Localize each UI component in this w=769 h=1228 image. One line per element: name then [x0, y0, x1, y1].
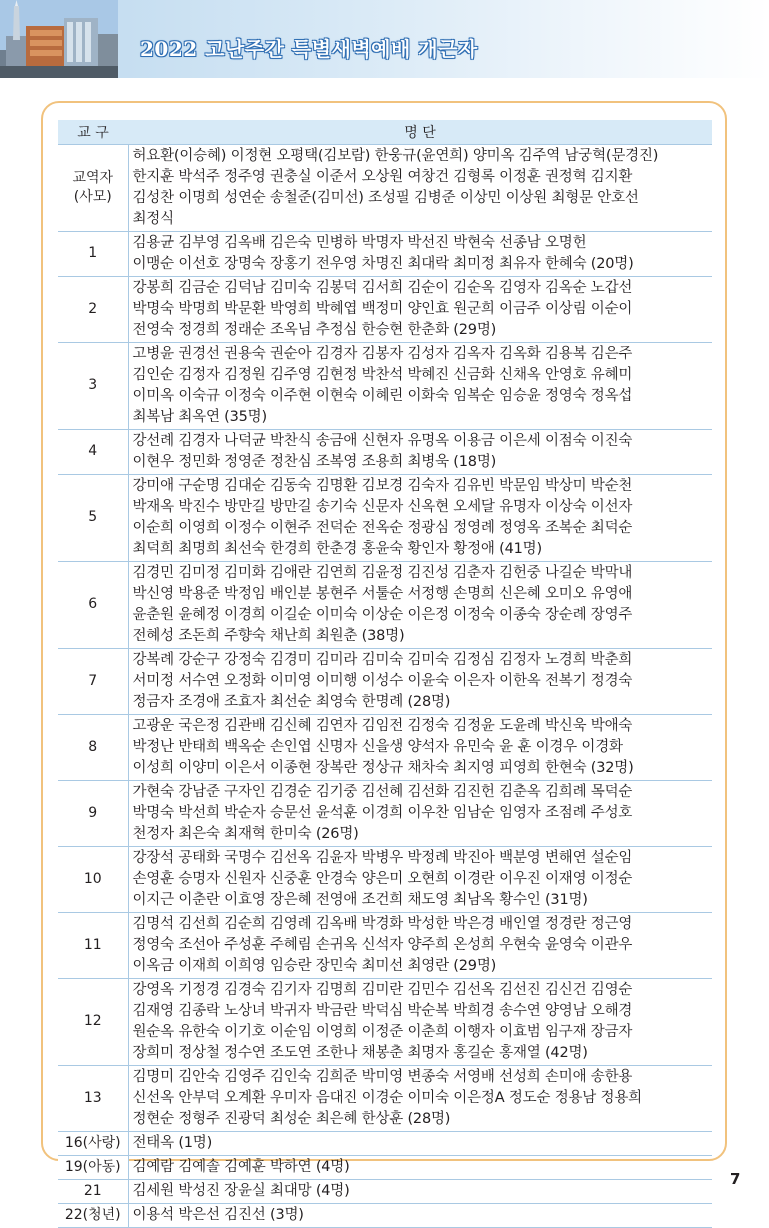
group-cell: [58, 1131, 128, 1155]
church-building-icon: [0, 0, 118, 78]
name-list-line: 원순옥 유한숙 이기호 이순임 이영희 이정준 이춘희 이행자 이효범 임구재 장금자: [132, 1023, 633, 1040]
names-cell: [128, 342, 712, 429]
name-list-line: 최정식: [132, 210, 174, 227]
group-label: 13: [83, 1089, 102, 1106]
names-cell: [128, 1203, 712, 1227]
group-label: 12: [83, 1013, 102, 1029]
group-cell: [58, 342, 128, 429]
name-list-line: 허요환(이승혜) 이정현 오평택(김보람) 한웅규(윤연희) 양미옥 김주역 남궁혁(문경진): [132, 147, 659, 164]
name-list-line: 최덕희 최명희 최선숙 한경희 한춘경 홍윤숙 황인자 황정애 (41명): [132, 540, 542, 557]
name-list-line: 한지훈 박석주 정주영 권충실 이준서 오상원 여창건 김형록 이정훈 권정혁 김지환: [132, 168, 633, 185]
table-row: [58, 912, 712, 978]
table-row: [58, 1065, 712, 1131]
name-list-line: 김명미 김안숙 김영주 김인숙 김희준 박미영 변종숙 서영배 선성희 손미애 송한용: [132, 1068, 633, 1085]
group-cell: [58, 561, 128, 648]
name-list-line: 김명석 김선희 김순희 김영례 김옥배 박경화 박성한 박은경 배인열 정경란 정근영: [132, 915, 633, 932]
name-list-line: 박명숙 박명희 박문환 박영희 박혜엽 백정미 양인효 원군희 이금주 이상림 이순이: [132, 300, 633, 317]
name-list-line: 정금자 조경애 조효자 최선순 최영숙 한명례 (28명): [132, 693, 451, 710]
name-list-line: 김세원 박성진 장윤실 최대망 (4명): [132, 1182, 350, 1199]
table-header-row: [58, 120, 712, 144]
names-cell: [128, 846, 712, 912]
group-label: 7: [88, 672, 98, 689]
name-list-line: 신선옥 안부덕 오계환 우미자 음대진 이경순 이미숙 이은정A 정도순 정용남 정용희: [132, 1089, 642, 1106]
group-label: 21: [83, 1182, 102, 1199]
name-list-line: 고광운 국은정 김관배 김신혜 김연자 김임전 김정숙 김정윤 도윤례 박신욱 박애숙: [132, 717, 633, 734]
group-label: 9: [88, 804, 98, 821]
name-list-line: 가현숙 강남준 구자인 김경순 김기중 김선혜 김선화 김진헌 김춘옥 김희례 목덕순: [132, 783, 633, 800]
name-list-line: 이맹순 이선호 장명숙 장홍기 전우영 차명진 최대락 최미정 최유자 한혜숙 (20명): [132, 255, 634, 272]
group-cell: [58, 714, 128, 780]
table-row: [58, 474, 712, 561]
name-list-line: 강복례 강순구 강정숙 김경미 김미라 김미숙 김미숙 김정심 김정자 노경희 박춘희: [132, 651, 633, 668]
name-list-line: 강미애 구순명 김대순 김동숙 김명환 김보경 김숙자 김유빈 박문임 박상미 박순천: [132, 477, 633, 494]
name-list-line: 강선례 김경자 나덕균 박찬식 송금애 신현자 유명옥 이용금 이은세 이점숙 이진숙: [132, 432, 633, 449]
name-list-line: 전영숙 정경희 정래순 조옥님 추정심 한승현 한춘화 (29명): [132, 321, 497, 338]
name-list-line: 장희미 정상철 정수연 조도연 조한나 채봉춘 최명자 홍길순 홍재열 (42명): [132, 1044, 588, 1061]
name-list-line: 전태옥 (1명): [132, 1134, 213, 1151]
table-row: [58, 846, 712, 912]
names-cell: [128, 429, 712, 474]
group-cell: [58, 276, 128, 342]
name-list-line: 강봉희 김금순 김덕남 김미숙 김봉덕 김서희 김순이 김순옥 김영자 김옥순 노갑선: [132, 279, 633, 296]
page-number: 7: [730, 1170, 741, 1188]
table-row: [58, 1203, 712, 1227]
table-row: [58, 231, 712, 276]
table-row: [58, 1131, 712, 1155]
name-list-line: 이용석 박은선 김진선 (3명): [132, 1206, 304, 1223]
name-list-line: 이미옥 이숙규 이정숙 이주현 이현숙 이혜린 이화숙 임복순 임승윤 정영숙 정옥섭: [132, 387, 633, 404]
group-cell: [58, 648, 128, 714]
group-column-header: 교 구: [58, 120, 128, 144]
group-label: 4: [88, 443, 98, 459]
name-list-line: 최복남 최옥연 (35명): [132, 408, 267, 425]
table-row: [58, 1179, 712, 1203]
group-cell: [58, 780, 128, 846]
name-list-line: 이옥금 이재희 이희영 임승란 장민숙 최미선 최영란 (29명): [132, 957, 497, 974]
page-title: 2022 고난주간 특별새벽예배 개근자: [140, 37, 478, 61]
name-list-line: 이현우 정민화 정영준 정찬심 조복영 조용희 최병욱 (18명): [132, 453, 497, 470]
name-list-line: 박명숙 박선희 박순자 승문선 윤석훈 이경희 이우찬 임남순 임영자 조점례 주성호: [132, 804, 633, 821]
table-row: [58, 648, 712, 714]
names-column-header: 명 단: [128, 120, 712, 144]
names-cell: [128, 231, 712, 276]
name-list-line: 김예람 김예솔 김예훈 박하연 (4명): [132, 1158, 350, 1175]
name-list-line: 김재영 김종락 노상녀 박귀자 박금란 박덕심 박순복 박희경 송수연 양영남 오해경: [132, 1002, 633, 1019]
name-list-line: 박정난 반태희 백옥순 손인엽 신명자 신을생 양석자 유민숙 윤 훈 이경우 이경화: [132, 738, 623, 755]
name-list-line: 김인순 김정자 김정원 김주영 김현정 박찬석 박혜진 신금화 신채옥 안영호 유혜미: [132, 366, 633, 383]
names-cell: [128, 276, 712, 342]
name-list-line: 박신영 박용준 박정임 배인분 봉현주 서툴순 서정행 손명희 신은혜 오미오 유영애: [132, 585, 633, 602]
names-cell: [128, 474, 712, 561]
group-label: 16(사랑): [64, 1134, 121, 1151]
group-cell: [58, 1203, 128, 1227]
name-list-line: 천정자 최은숙 최재혁 한미숙 (26명): [132, 825, 359, 842]
group-label: 8: [88, 738, 98, 755]
name-list-line: 김경민 김미정 김미화 김애란 김연희 김윤정 김진성 김춘자 김헌중 나길순 박막내: [132, 564, 633, 581]
table-row: [58, 1155, 712, 1179]
name-list-line: 전혜성 조돈희 주향숙 채난희 최원춘 (38명): [132, 627, 405, 644]
name-list-line: 강영옥 기정경 김경숙 김기자 김명희 김미란 김민수 김선옥 김선진 김신건 김영순: [132, 981, 633, 998]
name-list-line: 강장석 공태화 국명수 김선옥 김윤자 박병우 박정례 박진아 백분영 변해연 설순임: [132, 849, 633, 866]
table-row: [58, 714, 712, 780]
group-cell: [58, 1065, 128, 1131]
group-cell: [58, 1179, 128, 1203]
group-label: 19(아동): [64, 1158, 121, 1175]
name-list-line: 김용균 김부영 김옥배 김은숙 민병하 박명자 박선진 박현숙 선종남 오명헌: [132, 234, 587, 251]
table-row: [58, 780, 712, 846]
group-label: 11: [83, 936, 102, 953]
names-cell: [128, 561, 712, 648]
header-banner: [0, 0, 769, 78]
table-body: [58, 144, 712, 1227]
table-row: [58, 144, 712, 231]
group-label: 22(청년): [64, 1206, 121, 1223]
name-list-line: 서미정 서수연 오정화 이미영 이미행 이성수 이윤숙 이은자 이한옥 전복기 정경숙: [132, 672, 633, 689]
group-cell: [58, 144, 128, 231]
names-cell: [128, 1155, 712, 1179]
church-building-image: [0, 0, 118, 78]
names-cell: [128, 780, 712, 846]
names-cell: [128, 714, 712, 780]
names-cell: [128, 648, 712, 714]
name-list-line: 이성희 이양미 이은서 이종현 장복란 정상규 채차숙 최지영 피영희 한현숙 (32명): [132, 759, 634, 776]
table-row: [58, 276, 712, 342]
name-list-line: 정영숙 조선아 주성훈 주혜림 손귀옥 신석자 양주희 온성희 우현숙 윤영숙 이관우: [132, 936, 633, 953]
group-cell: [58, 429, 128, 474]
group-cell: [58, 231, 128, 276]
name-list-line: 이지근 이춘란 이효영 장은혜 전영애 조건희 채도영 최남옥 황수인 (31명): [132, 891, 588, 908]
group-label: 3: [88, 377, 98, 393]
name-list-line: 김성찬 이명희 성연순 송철준(김미선) 조성필 김병준 이상민 이상원 최형문 안호선: [132, 189, 639, 206]
table-row: [58, 561, 712, 648]
group-cell: [58, 474, 128, 561]
group-cell: [58, 912, 128, 978]
name-list-line: 박재옥 박진수 방만길 방만길 송기숙 신문자 신옥현 오세달 유명자 이상숙 이선자: [132, 498, 633, 515]
table-row: [58, 978, 712, 1065]
names-cell: [128, 1131, 712, 1155]
group-label: 6: [88, 596, 98, 612]
name-list-line: 고병윤 권경선 권용숙 권순아 김경자 김봉자 김성자 김옥자 김옥화 김용복 김은주: [132, 345, 633, 362]
names-cell: [128, 1179, 712, 1203]
group-cell: [58, 1155, 128, 1179]
table-row: [58, 429, 712, 474]
group-label: 1: [88, 245, 98, 261]
names-cell: [128, 1065, 712, 1131]
table-row: [58, 342, 712, 429]
name-list-line: 손영훈 승명자 신원자 신중훈 안경숙 양은미 오현희 이경란 이우진 이재영 이정순: [132, 870, 633, 887]
group-cell: [58, 846, 128, 912]
group-cell: [58, 978, 128, 1065]
name-list-line: 윤춘원 윤혜정 이경희 이길순 이미숙 이상순 이은정 이정숙 이종숙 장순례 장영주: [132, 606, 633, 623]
names-cell: [128, 912, 712, 978]
group-label: 5: [88, 509, 98, 525]
group-label: 2: [88, 300, 98, 317]
names-cell: [128, 144, 712, 231]
name-list-line: 이순희 이영희 이정수 이현주 전덕순 전옥순 정광심 정영례 정영옥 조복순 최덕순: [132, 519, 633, 536]
names-cell: [128, 978, 712, 1065]
group-label: (사모): [73, 188, 112, 205]
name-list-line: 정현순 정형주 진광덕 최성순 최은혜 한상훈 (28명): [132, 1110, 451, 1127]
group-label: 10: [83, 870, 102, 887]
attendance-table: [58, 120, 712, 1228]
group-label: 교역자: [72, 169, 114, 186]
